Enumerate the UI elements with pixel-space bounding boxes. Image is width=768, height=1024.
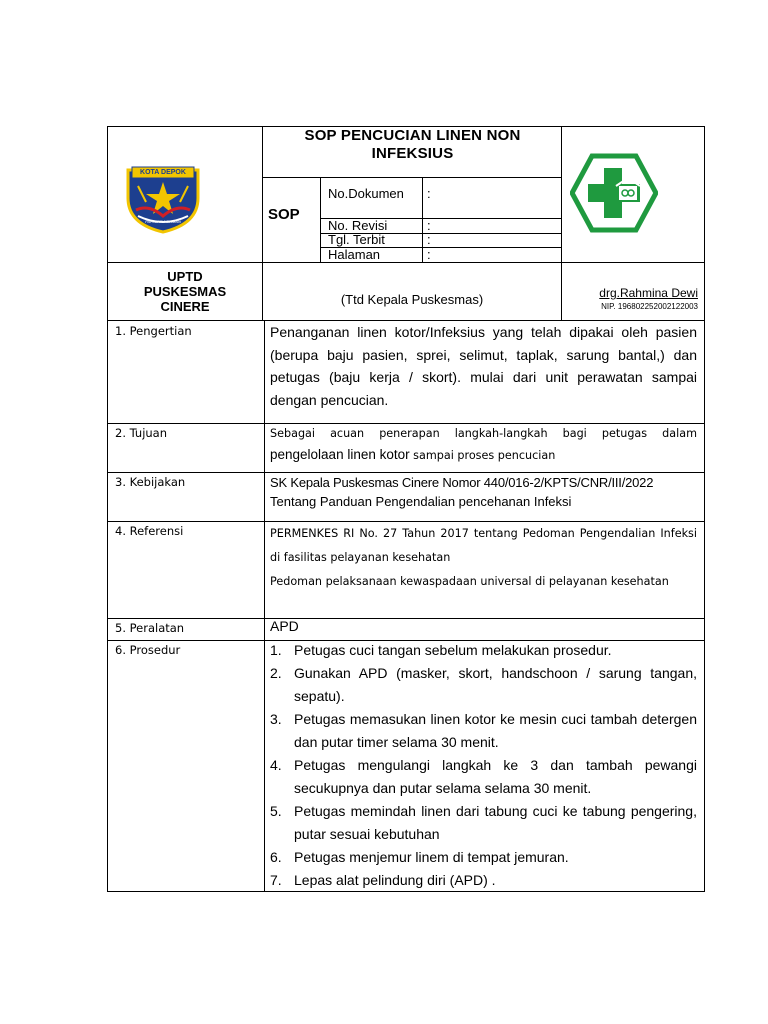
meta-no-dokumen-value: : [427, 186, 431, 201]
prosedur-step [270, 846, 697, 869]
referensi-content [270, 522, 697, 594]
step-text: Petugas menjemur linem di tempat jemuran. [294, 849, 569, 865]
tujuan-text-c: sampai proses pencucian [409, 449, 556, 462]
step-text: Petugas cuci tangan sebelum melakukan prosedur. [294, 642, 612, 658]
sop-title [264, 126, 561, 176]
step-number: 7. [270, 872, 282, 888]
kota-depok-logo [124, 164, 202, 234]
logo-text-top: KOTA DEPOK [140, 169, 186, 176]
step-number: 3. [270, 711, 282, 727]
step-number: 1. [270, 642, 282, 658]
kebijakan-content [270, 473, 702, 511]
label-kebijakan: 3. Kebijakan [115, 475, 186, 489]
sop-title-line1: SOP PENCUCIAN LINEN NON [304, 127, 521, 144]
signature-note: (Ttd Kepala Puskesmas) [340, 292, 484, 307]
tujuan-content [270, 424, 697, 467]
head-name: drg.Rahmina Dewi [599, 286, 698, 300]
tujuan-text-a: Sebagai acuan penerapan langkah-langkah bagi petugas dalam [270, 427, 697, 440]
org-line2: PUSKESMAS [143, 284, 227, 299]
label-prosedur: 6. Prosedur [115, 643, 181, 657]
head-nip: NIP. 196802252002122003 [601, 302, 698, 311]
prosedur-content [270, 639, 697, 892]
label-tujuan: 2. Tujuan [115, 426, 168, 440]
prosedur-step [270, 800, 697, 846]
meta-halaman-value: : [427, 247, 431, 262]
sop-label: SOP [268, 206, 300, 223]
step-text: Petugas memasukan linen kotor ke mesin cuci tambah detergen dan putar timer selama 30 menit. [294, 711, 697, 750]
step-text: Petugas mengulangi langkah ke 3 dan tambah pewangi secukupnya dan putar selama selama 30 menit. [294, 757, 697, 796]
logo-text-bottom: PARIGARA DAMAN [145, 219, 181, 224]
step-number: 6. [270, 849, 282, 865]
referensi-item-2: Pedoman pelaksanaan kewaspadaan universal di pelayanan kesehatan [270, 575, 669, 588]
label-referensi: 4. Referensi [115, 524, 184, 538]
meta-tgl-terbit-label: Tgl. Terbit [328, 232, 385, 247]
label-peralatan: 5. Peralatan [115, 621, 185, 635]
prosedur-step [270, 708, 697, 754]
prosedur-step [270, 639, 697, 662]
org-name [107, 269, 263, 314]
meta-no-revisi-value: : [427, 218, 431, 233]
step-number: 2. [270, 665, 282, 681]
meta-no-revisi-label: No. Revisi [328, 218, 388, 233]
step-text: Petugas memindah linen dari tabung cuci ke tabung pengering, putar sesuai kebutuhan [294, 803, 697, 842]
meta-tgl-terbit-value: : [427, 232, 431, 247]
label-pengertian: 1. Pengertian [115, 324, 192, 338]
org-line1: UPTD [167, 269, 203, 284]
pengertian-text: Penanganan linen kotor/Infeksius yang telah dipakai oleh pasien (berupa baju pasien, sprei, selimut, taplak, sarung bantal,) dan petugas (baju kerja / skort). mulai dari unit perawatan sampai dengan pencucian. [270, 324, 697, 408]
meta-halaman-label: Halaman [328, 247, 381, 262]
step-text: Lepas alat pelindung diri (APD) . [294, 872, 496, 888]
prosedur-list [270, 639, 697, 892]
step-number: 5. [270, 803, 282, 819]
kebijakan-line1: SK Kepala Puskesmas Cinere Nomor 440/016-2/KPTS/CNR/III/2022 [270, 475, 654, 490]
puskesmas-logo [570, 152, 658, 234]
step-number: 4. [270, 757, 282, 773]
sop-title-line2: INFEKSIUS [371, 145, 454, 162]
referensi-item-1: PERMENKES RI No. 27 Tahun 2017 tentang Pedoman Pengendalian Infeksi di fasilitas pelayanan kesehatan [270, 527, 697, 564]
prosedur-step [270, 869, 697, 892]
kebijakan-line2: Tentang Panduan Pengendalian pencehanan Infeksi [270, 494, 572, 509]
peralatan-text: APD [270, 618, 299, 634]
step-text: Gunakan APD (masker, skort, handschoon / sarung tangan, sepatu). [294, 665, 697, 704]
prosedur-step [270, 662, 697, 708]
org-line3: CINERE [160, 299, 210, 314]
meta-no-dokumen-label: No.Dokumen [328, 186, 404, 201]
prosedur-step [270, 754, 697, 800]
tujuan-text-b: pengelolaan linen kotor [270, 447, 410, 462]
